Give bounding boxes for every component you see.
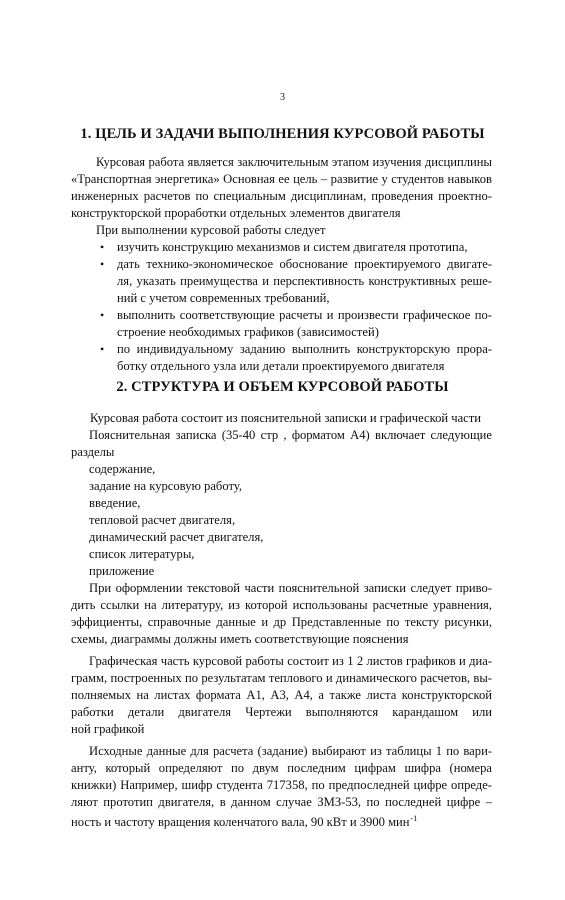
bullet-icon: •	[100, 257, 105, 271]
bullet-text-line: дать технико-экономическое обоснование проектируемого двигате-	[117, 257, 492, 271]
section-2-p3-line: дить ссылки на литературу, из которой использованы расчетные уравнения,	[71, 598, 492, 612]
section-1-intro-line: «Транспортная энергетика» Основная ее цель – развитие у студентов навыков	[71, 172, 492, 186]
section-1-title: 1. ЦЕЛЬ И ЗАДАЧИ ВЫПОЛНЕНИЯ КУРСОВОЙ РАБОТЫ	[80, 126, 485, 142]
list-item: список литературы,	[89, 547, 195, 561]
list-item: задание на курсовую работу,	[89, 479, 242, 493]
list-item: приложение	[89, 564, 155, 578]
section-2-p5-line: Исходные данные для расчета (задание) выбирают из таблицы 1 по вари-	[89, 744, 492, 758]
section-2-p4-line: Графическая часть курсовой работы состоит из 1 2 листов графиков и диа-	[89, 654, 492, 668]
section-1-intro-line: инженерных расчетов по специальным дисциплинам, проведения проектно-	[71, 189, 492, 203]
bullet-text-line: ний с учетом современных требований,	[117, 291, 330, 305]
section-2-p5-line: книжки) Например, шифр студента 717358, по предпоследней цифре опреде-	[71, 778, 492, 792]
bullet-text-line: ботку отдельного узла или детали проектируемого двигателя	[117, 359, 445, 373]
list-item: динамический расчет двигателя,	[89, 530, 264, 544]
bullet-text-line: ля, указать преимущества и перспективность конструктивных реше-	[117, 274, 492, 288]
section-2-p4-line: работки детали двигателя Чертежи выполняются карандашом или	[71, 705, 492, 719]
section-2-p5-line: ляют прототип двигателя, в данном случае ЗМЗ-53, по последней цифре –	[71, 795, 492, 809]
list-item: введение,	[89, 496, 141, 510]
section-2-p4-line: ной графикой	[71, 722, 145, 736]
section-2-p3-line: эффициенты, справочные данные и др Представленные по тексту рисунки,	[71, 615, 492, 629]
list-item: тепловой расчет двигателя,	[89, 513, 236, 527]
bullet-text-line: строение необходимых графиков (зависимостей)	[117, 325, 379, 339]
section-2-p5-line: анту, который определяют по двум последним цифрам шифра (номера	[71, 761, 492, 775]
section-2-p5-last-line	[71, 811, 417, 830]
bullet-icon: •	[100, 342, 105, 356]
bullet-text-line: изучить конструкцию механизмов и систем двигателя прототипа,	[117, 240, 468, 254]
section-2-p5-line: ность и частоту вращения коленчатого вала, 90 кВт и 3900 мин	[71, 815, 410, 830]
bullet-icon: •	[100, 240, 105, 254]
superscript-exponent: -1	[410, 814, 418, 823]
section-2-p2-line: Пояснительная записка (35-40 стр , форматом А4) включает следующие	[89, 428, 492, 442]
section-2-p2-line: разделы	[71, 445, 115, 459]
bullet-text-line: по индивидуальному заданию выполнить конструкторскую прора-	[117, 342, 492, 356]
page-number: 3	[280, 92, 285, 103]
section-2-p3-line: При оформлении текстовой части пояснительной записки следует приво-	[89, 581, 492, 595]
section-2-p3-line: схемы, диаграммы должны иметь соответствующие пояснения	[71, 632, 409, 646]
bullet-icon: •	[100, 308, 105, 322]
section-2-p1: Курсовая работа состоит из пояснительной записки и графической части	[90, 411, 482, 425]
section-2-p4-line: полняемых на листах формата А1, А3, А4, а также листа конструкторской	[71, 688, 492, 702]
section-1-intro-line: Курсовая работа является заключительным этапом изучения дисциплины	[96, 155, 492, 169]
section-1-lead: При выполнении курсовой работы следует	[96, 223, 326, 237]
section-2-p4-line: грамм, построенных по результатам теплового и динамического расчетов, вы-	[71, 671, 492, 685]
section-2-title: 2. СТРУКТУРА И ОБЪЕМ КУРСОВОЙ РАБОТЫ	[116, 379, 449, 395]
list-item: содержание,	[89, 462, 156, 476]
section-1-intro-line: конструкторской проработки отдельных элементов двигателя	[71, 206, 401, 220]
bullet-text-line: выполнить соответствующие расчеты и произвести графическое по-	[117, 308, 492, 322]
